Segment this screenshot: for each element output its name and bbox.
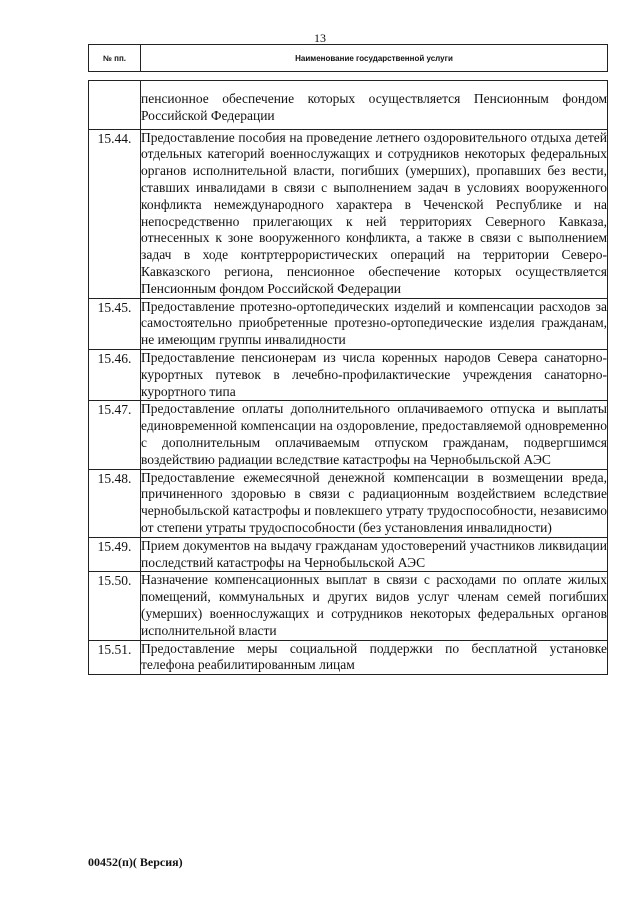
- header-number-column: № пп.: [89, 45, 141, 72]
- services-table: [88, 80, 608, 675]
- table-row: [89, 640, 608, 675]
- row-text: Предоставление пособия на проведение летнего оздоровительного отдыха детей отдельных категорий военнослужащих и сотрудников некоторых федеральных органов исполнительной власти, погибших (умерших), пропавших без вести, ставших инвалидами в связи с выполнением задач в условиях вооруженного конфликта немеждународного характера в Чеченской Республике и на непосредственно прилегающих к ней территориях Северного Кавказа, отнесенных к зоне вооруженного конфликта, а также в связи с выполнением задач в ходе контртеррористических операций на территории Северо-Кавказского региона, пенсионное обеспечение которых осуществляется Пенсионным фондом Российской Федерации: [141, 129, 608, 298]
- table-row: [89, 401, 608, 469]
- row-text: Предоставление протезно-ортопедических изделий и компенсации расходов за самостоятельно приобретенные протезно-ортопедические изделия гражданам, не имеющим группы инвалидности: [141, 298, 608, 349]
- row-text: Предоставление пенсионерам из числа коренных народов Севера санаторно-курортных путевок в лечебно-профилактические учреждения санаторно-курортного типа: [141, 349, 608, 400]
- row-number: 15.47.: [89, 401, 141, 469]
- header-name-column: Наименование государственной услуги: [141, 45, 608, 72]
- row-number-empty: [89, 81, 141, 130]
- document-footer: 00452(п)( Версия): [88, 855, 183, 869]
- table-row: [89, 537, 608, 572]
- row-number: 15.49.: [89, 537, 141, 572]
- page-number: 13: [314, 31, 326, 45]
- table-row: [89, 349, 608, 400]
- row-text: Предоставление оплаты дополнительного оплачиваемого отпуска и выплаты единовременной компенсации на оздоровление, предоставляемой одновременно с дополнительным оплачиваемым отпуском гражданам, подвергшимся воздействию радиации вследствие катастрофы на Чернобыльской АЭС: [141, 401, 608, 469]
- row-text: Предоставление ежемесячной денежной компенсации в возмещении вреда, причиненного здоровью в связи с радиационным воздействием вследствие чернобыльской катастрофы и повлекшего утрату трудоспособности, независимо от степени утраты трудоспособности (без установления инвалидности): [141, 469, 608, 537]
- row-number: 15.45.: [89, 298, 141, 349]
- table-header: [88, 44, 608, 72]
- table-row: [89, 129, 608, 298]
- row-number: 15.48.: [89, 469, 141, 537]
- table-row-continuation: [89, 81, 608, 130]
- row-text: Прием документов на выдачу гражданам удостоверений участников ликвидации последствий катастрофы на Чернобыльской АЭС: [141, 537, 608, 572]
- table-row: [89, 469, 608, 537]
- table-row: [89, 298, 608, 349]
- row-number: 15.50.: [89, 572, 141, 640]
- row-text: Назначение компенсационных выплат в связи с расходами по оплате жилых помещений, коммунальных и других видов услуг членам семей погибших (умерших) военнослужащих и сотрудников некоторых федеральных органов исполнительной власти: [141, 572, 608, 640]
- row-text: пенсионное обеспечение которых осуществляется Пенсионным фондом Российской Федерации: [141, 81, 608, 130]
- row-number: 15.51.: [89, 640, 141, 675]
- row-text: Предоставление меры социальной поддержки по бесплатной установке телефона реабилитированным лицам: [141, 640, 608, 675]
- row-number: 15.46.: [89, 349, 141, 400]
- table-row: [89, 572, 608, 640]
- row-number: 15.44.: [89, 129, 141, 298]
